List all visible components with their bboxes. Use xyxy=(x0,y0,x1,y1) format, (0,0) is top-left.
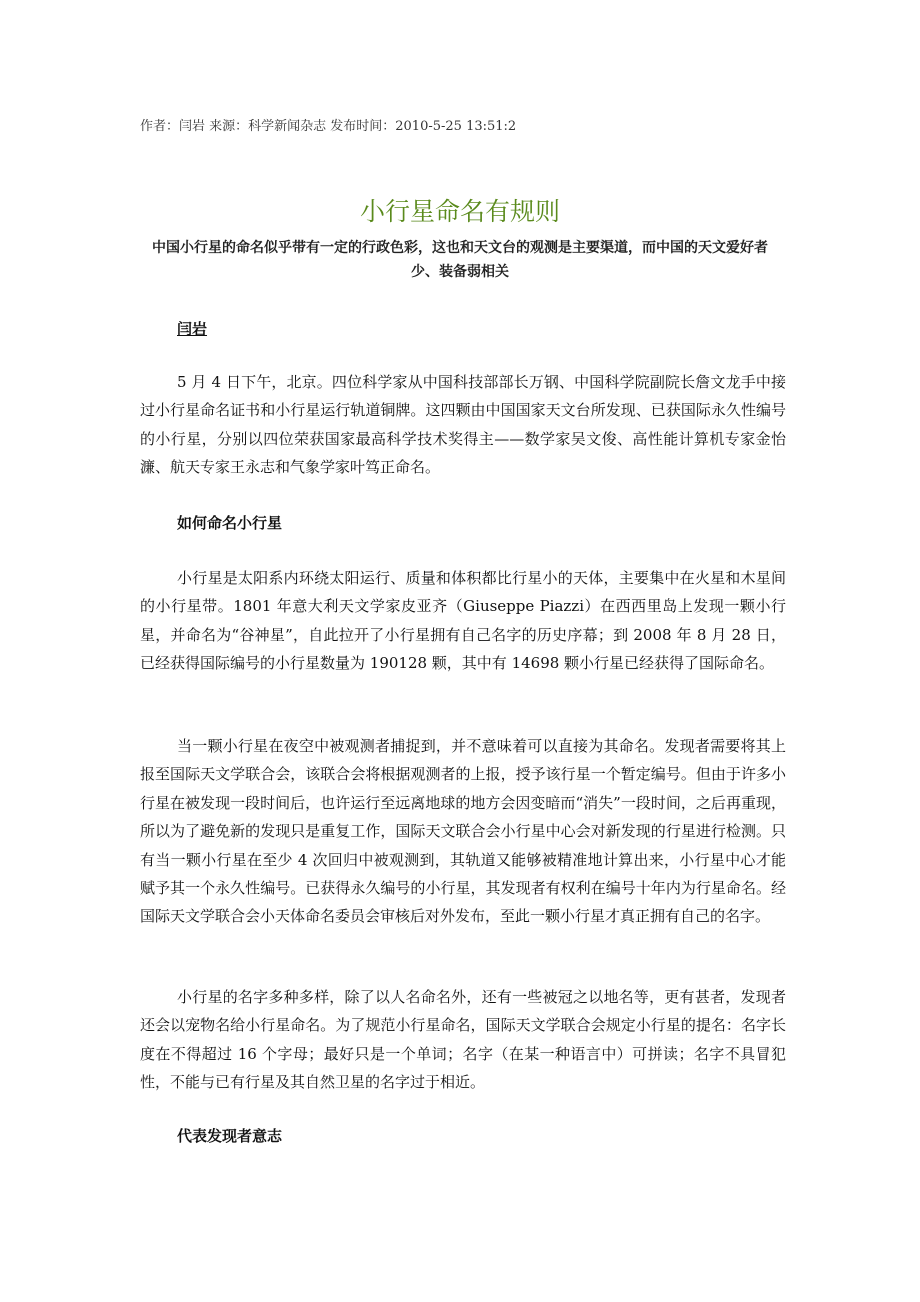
section-heading-how-to-name: 如何命名小行星 xyxy=(177,514,283,532)
paragraph-definition: 小行星是太阳系内环绕太阳运行、质量和体积都比行星小的天体，主要集中在火星和木星间的小行星带。1801 年意大利天文学家皮亚齐（Giuseppe Piazzi）在西西里岛上发现一颗小行星，并命名为“谷神星”，自此拉开了小行星拥有自己名字的历史序幕；到 2008 年 8 月 28 日，已经获得国际编号的小行星数量为 190128 颗，其中有 14698 颗小行星已经获得了国际命名。 xyxy=(140,569,786,673)
article-title: 小行星命名有规则 xyxy=(359,197,560,226)
paragraph-naming-rules: 小行星的名字多种多样，除了以人名命名外，还有一些被冠之以地名等，更有甚者，发现者还会以宠物名给小行星命名。为了规范小行星命名，国际天文学联合会规定小行星的提名：名字长度在不得超过 16 个字母；最好只是一个单词；名字（在某一种语言中）可拼读；名字不具冒犯性，不能与已有行星及其自然卫星的名字过于相近。 xyxy=(140,988,786,1092)
article-subtitle: 中国小行星的命名似乎带有一定的行政色彩，这也和天文台的观测是主要渠道，而中国的天文爱好者少、装备弱相关 xyxy=(152,240,768,280)
author-name: 闫岩 xyxy=(177,320,208,338)
paragraph-process: 当一颗小行星在夜空中被观测者捕捉到，并不意味着可以直接为其命名。发现者需要将其上报至国际天文学联合会，该联合会将根据观测者的上报，授予该行星一个暂定编号。但由于许多小行星在被发现一段时间后，也许运行至远离地球的地方会因变暗而“消失”一段时间，之后再重现，所以为了避免新的发现只是重复工作，国际天文联合会小行星中心会对新发现的行星进行检测。只有当一颗小行星在至少 4 次回归中被观测到，其轨道又能够被精准地计算出来，小行星中心才能赋予其一个永久性编号。已获得永久编号的小行星，其发现者有权利在编号十年内为行星命名。经国际天文学联合会小天体命名委员会审核后对外发布，至此一颗小行星才真正拥有自己的名字。 xyxy=(140,737,786,926)
article-meta: 作者：闫岩 来源：科学新闻杂志 发布时间：2010-5-25 13:51:2 xyxy=(140,119,517,134)
section-heading-discoverer-will: 代表发现者意志 xyxy=(177,1127,283,1145)
paragraph-intro: 5 月 4 日下午，北京。四位科学家从中国科技部部长万钢、中国科学院副院长詹文龙手中接过小行星命名证书和小行星运行轨道铜牌。这四颗由中国国家天文台所发现、已获国际永久性编号的小行星，分别以四位荣获国家最高科学技术奖得主——数学家吴文俊、高性能计算机专家金怡濂、航天专家王永志和气象学家叶笃正命名。 xyxy=(140,373,786,477)
